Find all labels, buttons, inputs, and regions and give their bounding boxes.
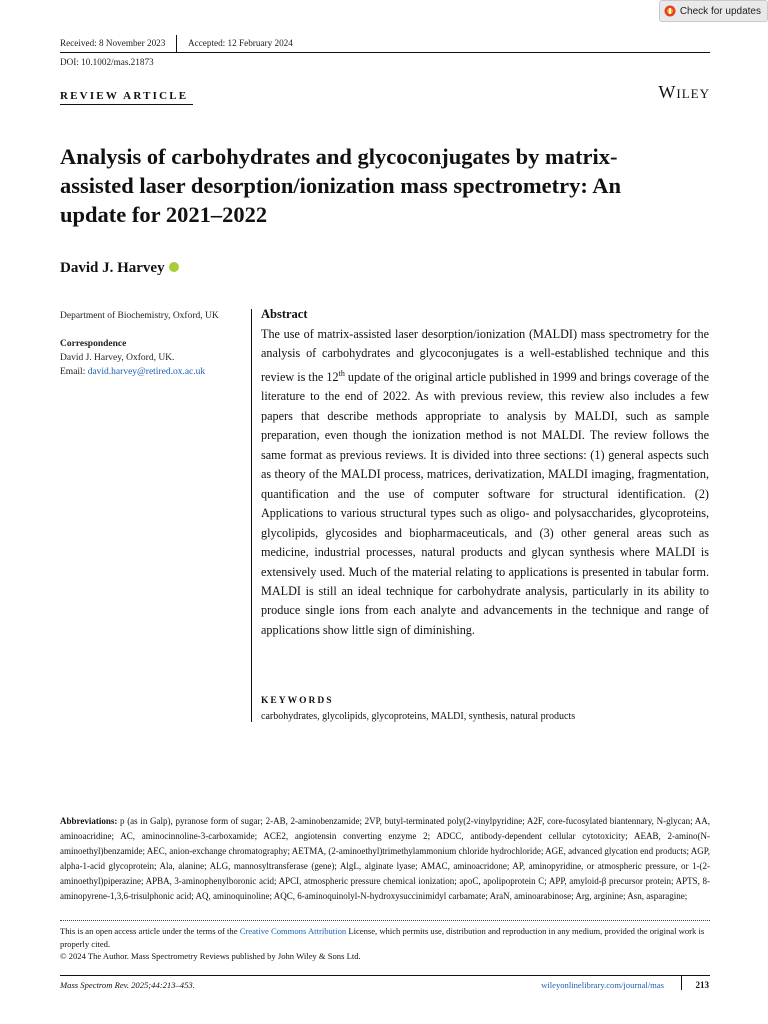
correspondence-name: David J. Harvey, Oxford, UK. <box>60 353 175 363</box>
copyright: © 2024 The Author. Mass Spectrometry Reviews published by John Wiley & Sons Ltd. <box>60 951 361 961</box>
author <box>60 260 179 277</box>
correspondence-email <box>60 365 205 379</box>
accepted-date: Accepted: 12 February 2024 <box>188 38 293 48</box>
license-text-after: License, which permits use, distribution and reproduction in any medium, provided the original work is properly cited. <box>60 926 705 949</box>
article-type-underline <box>60 104 193 105</box>
article-type: REVIEW ARTICLE <box>60 90 189 102</box>
article-title: Analysis of carbohydrates and glycoconjugates by matrix-assisted laser desorption/ionization mass spectrometry: An update for 2021–2022 <box>60 144 622 227</box>
abstract-text <box>261 325 709 640</box>
footer-rule <box>60 975 710 976</box>
abstract-superscript: th <box>338 368 345 378</box>
check-for-updates-icon <box>664 5 676 17</box>
column-divider <box>251 309 252 722</box>
publisher-logo: Wiley <box>658 82 710 102</box>
keywords-list: carbohydrates, glycolipids, glycoproteins, MALDI, synthesis, natural products <box>261 711 576 722</box>
doi: DOI: 10.1002/mas.21873 <box>60 57 154 67</box>
page-number: 213 <box>695 980 709 990</box>
footnote-divider <box>60 920 710 921</box>
journal-citation: Mass Spectrom Rev. 2025;44:213–453. <box>60 980 195 990</box>
received-date: Received: 8 November 2023 <box>60 38 166 48</box>
license-text-before: This is an open access article under the terms of the <box>60 926 240 936</box>
abstract-text-part2: update of the original article published in 1999 and brings coverage of the literature to the end of 2022. As with previous review, this review also includes a few papers that describe methods appropriate to analysis by MALDI, such as sample preparation, even though the ionization method is not MALDI. The review follows the same format as previous reviews. It is divided into three sections: (1) general aspects such as theory of the MALDI process, matrices, derivatization, MALDI imaging, fragmentation, quantification and the use of computer software for structural identification. (2) Applications to various structural types such as oligo- and polysaccharides, glycoproteins, glycolipids, glycosides and biopharmaceuticals, and (3) other general areas such as medicine, industrial processes, natural products and glycan synthesis where MALDI is extensively used. Much of the material relating to applications is presented in tabular form. MALDI is still an ideal technique for carbohydrate analysis, particularly in its ability to produce single ions from each analyte and advancements in the technique and range of applications show little sign of diminishing. <box>261 369 709 637</box>
email-link[interactable]: david.harvey@retired.ox.ac.uk <box>87 367 206 377</box>
correspondence-heading: Correspondence <box>60 339 127 349</box>
check-for-updates-button[interactable] <box>659 0 768 22</box>
orcid-icon[interactable] <box>169 262 179 272</box>
check-for-updates-label: Check for updates <box>679 5 761 17</box>
header-rule <box>60 52 710 53</box>
abstract-heading: Abstract <box>261 307 308 321</box>
keywords-heading: KEYWORDS <box>261 696 334 706</box>
email-label: Email: <box>60 367 88 377</box>
abstract-text-part1: The use of matrix-assisted laser desorption/ionization (MALDI) mass spectrometry for the analysis of carbohydrates and glycoconjugates is a well-established technique and this review is the 12 <box>261 327 709 384</box>
footer-divider <box>681 976 682 990</box>
license-note <box>60 925 710 950</box>
affiliation: Department of Biochemistry, Oxford, UK <box>60 311 219 321</box>
abbreviations <box>60 814 710 904</box>
abbreviations-text: p (as in Galp), pyranose form of sugar; 2-AB, 2-aminobenzamide; 2VP, butyl-terminated poly(2-vinylpyridine; A2F, core-fucosylated biantennary, N-glycan; AA, aminoacridine; AC, aminocinnoline-3-carboxamide; ACE2, angiotensin converting enzyme 2; ADCC, antibody-dependent cellular cytotoxicity; AEAB, 2-amino(N-aminoethyl)benzamide; AEC, anion-exchange chromatography; AETMA, (2-aminoethyl)trimethylammonium chloride hydrochloride; AGE, advanced glycation end products; AGP, alpha-1-acid glycoprotein; Ala, alanine; ALG, mannosyltransferase (gene); AlgL, alginate lyase; AMAC, aminoacridone; AP, aminopyridine, or atmospheric pressure, or 1-(2-aminoethyl)piperazine; APBA, 3-aminophenylboronic acid; APCI, atmospheric pressure chemical ionization; apoC, apolipoprotein C; APP, amyloid-β precursor protein; APTS, 8-aminopyrene-1,3,6-trisulphonic acid; AQ, aminoquinoline; AQC, 6-aminoquinolyl-N-hydroxysuccinimidyl carbamate; AraN, aminoarabinose; Arg, arginine; Asn, asparagine; <box>60 816 710 901</box>
journal-website-link[interactable]: wileyonlinelibrary.com/journal/mas <box>541 980 664 990</box>
header-divider <box>176 35 177 52</box>
abbreviations-heading: Abbreviations: <box>60 816 118 826</box>
creative-commons-link[interactable]: Creative Commons Attribution <box>239 926 347 936</box>
author-name[interactable]: David J. Harvey <box>60 260 165 276</box>
